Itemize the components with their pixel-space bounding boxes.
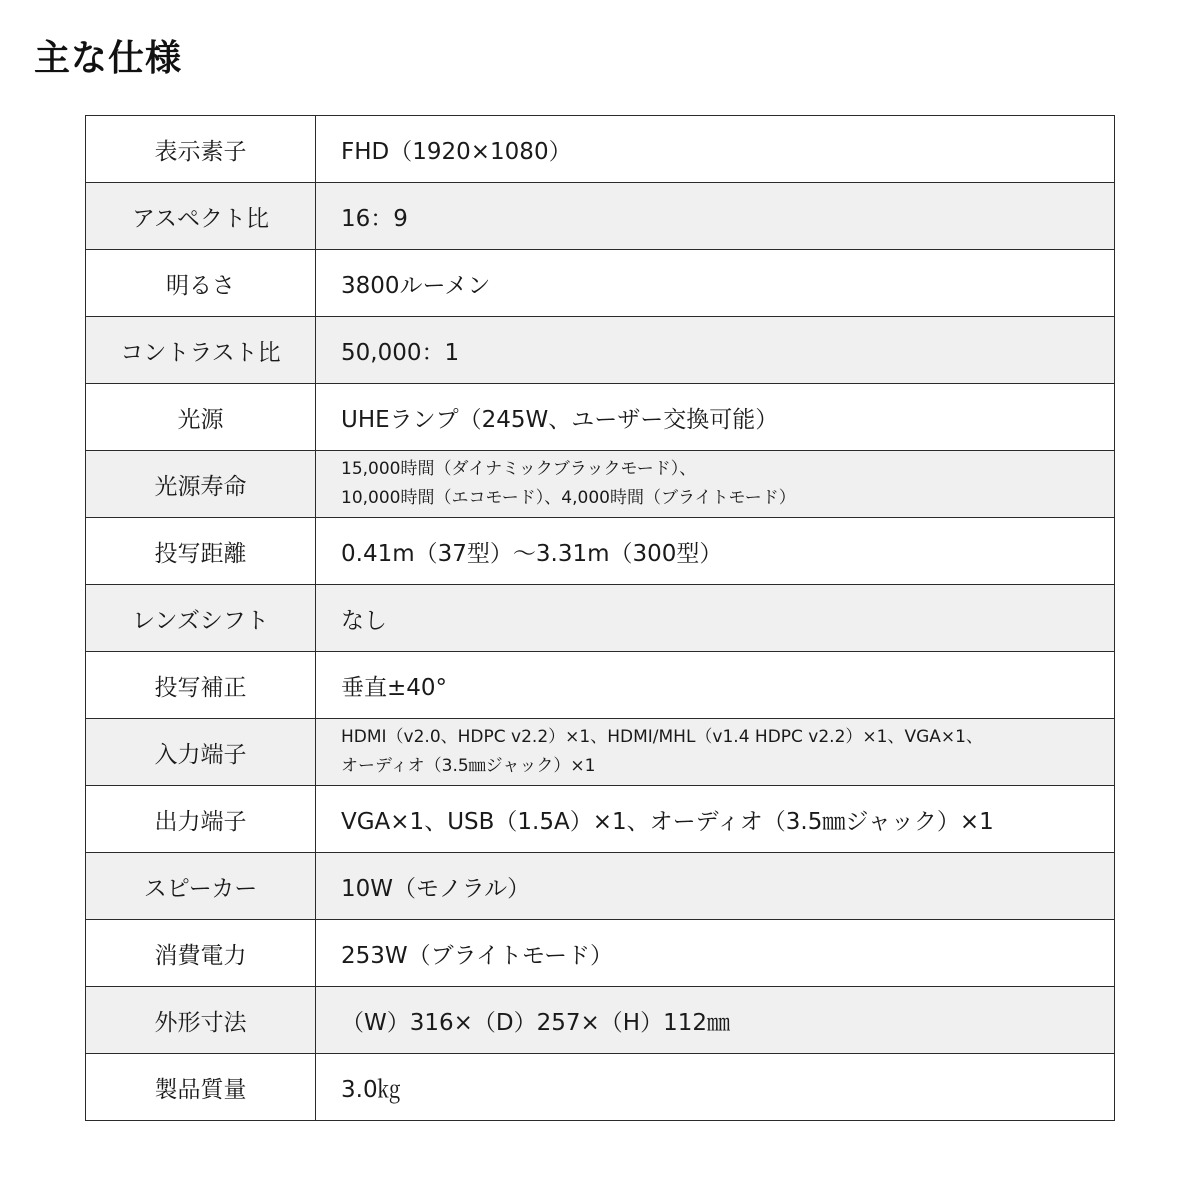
spec-value	[316, 786, 1115, 853]
spec-row	[86, 719, 1115, 786]
spec-row	[86, 1054, 1115, 1121]
spec-value-line: 50,000：1	[341, 339, 460, 366]
spec-label: 入力端子	[86, 719, 316, 786]
spec-value-line: 3.0㎏	[341, 1076, 401, 1103]
spec-label: 表示素子	[86, 116, 316, 183]
spec-table-body	[86, 116, 1115, 1121]
spec-value-line: 16：9	[341, 205, 408, 232]
spec-value	[316, 920, 1115, 987]
spec-value	[316, 1054, 1115, 1121]
spec-label: 外形寸法	[86, 987, 316, 1054]
spec-row	[86, 585, 1115, 652]
spec-value	[316, 183, 1115, 250]
spec-label: 製品質量	[86, 1054, 316, 1121]
page-title: 主な仕様	[34, 38, 183, 79]
spec-value-line: 垂直±40°	[341, 674, 448, 701]
spec-row	[86, 987, 1115, 1054]
spec-value-line: 253W（ブライトモード）	[341, 942, 614, 969]
spec-value	[316, 987, 1115, 1054]
spec-value-line: 3800ルーメン	[341, 272, 491, 299]
spec-label: 消費電力	[86, 920, 316, 987]
spec-row	[86, 920, 1115, 987]
spec-value-line: 15,000時間（ダイナミックブラックモード）、	[341, 459, 697, 479]
spec-value	[316, 719, 1115, 786]
spec-label: 光源	[86, 384, 316, 451]
spec-value	[316, 317, 1115, 384]
spec-row	[86, 786, 1115, 853]
spec-value	[316, 585, 1115, 652]
spec-value-line: FHD（1920×1080）	[341, 138, 572, 165]
spec-value	[316, 116, 1115, 183]
spec-value-line: 10W（モノラル）	[341, 875, 531, 902]
spec-value-line: UHEランプ（245W、ユーザー交換可能）	[341, 406, 779, 433]
spec-label: 光源寿命	[86, 451, 316, 518]
spec-label: スピーカー	[86, 853, 316, 920]
spec-label: 出力端子	[86, 786, 316, 853]
spec-row	[86, 853, 1115, 920]
spec-row	[86, 183, 1115, 250]
spec-row	[86, 250, 1115, 317]
spec-value	[316, 652, 1115, 719]
spec-value	[316, 384, 1115, 451]
spec-row	[86, 518, 1115, 585]
spec-value	[316, 250, 1115, 317]
spec-table	[85, 115, 1115, 1121]
spec-row	[86, 652, 1115, 719]
spec-value-line: （W）316×（D）257×（H）112㎜	[341, 1009, 730, 1036]
spec-row	[86, 451, 1115, 518]
spec-value-line: 0.41m（37型）～3.31m（300型）	[341, 540, 723, 567]
spec-row	[86, 317, 1115, 384]
spec-value	[316, 853, 1115, 920]
spec-label: 明るさ	[86, 250, 316, 317]
spec-value	[316, 518, 1115, 585]
spec-value-line: VGA×1、USB（1.5A）×1、オーディオ（3.5㎜ジャック）×1	[341, 808, 994, 835]
spec-label: コントラスト比	[86, 317, 316, 384]
spec-label: 投写補正	[86, 652, 316, 719]
spec-label: レンズシフト	[86, 585, 316, 652]
spec-value-line: HDMI（v2.0、HDPC v2.2）×1、HDMI/MHL（v1.4 HDPC v2.2）×1、VGA×1、	[341, 727, 983, 747]
spec-row	[86, 116, 1115, 183]
spec-value-line: オーディオ（3.5㎜ジャック）×1	[341, 756, 596, 776]
spec-label: アスペクト比	[86, 183, 316, 250]
spec-value	[316, 451, 1115, 518]
spec-label: 投写距離	[86, 518, 316, 585]
spec-row	[86, 384, 1115, 451]
spec-value-line: 10,000時間（エコモード）、4,000時間（ブライトモード）	[341, 488, 796, 508]
spec-value-line: なし	[341, 607, 387, 634]
